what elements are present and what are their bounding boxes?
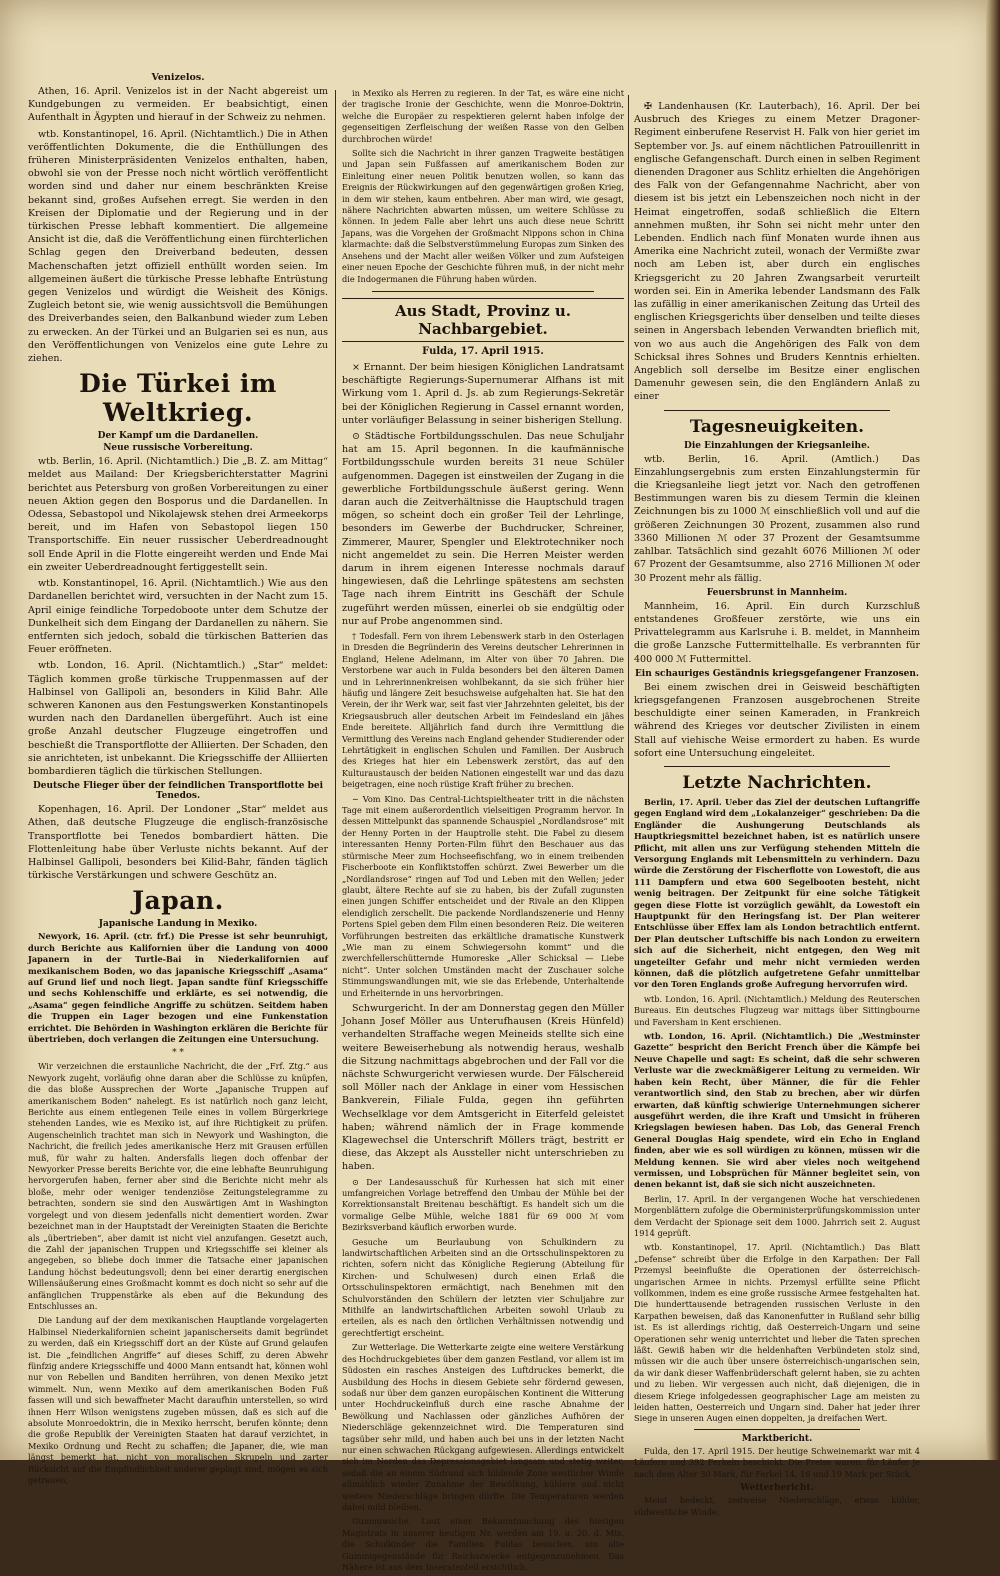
article-paragraph: × Ernannt. Der beim hiesigen Königlichen Landratsamt beschäftigte Regierungs-Supernumerar Alfhans ist mit Wirkung vom 1. April d. Js. ab zum Regierungs-Sekretär bei der Königlichen Regierung in Cassel ernannt worden, unter vorläufiger Belassung in seiner bisherigen Stellung.: [342, 361, 624, 426]
article-paragraph: Sollte sich die Nachricht in ihrer ganzen Tragweite bestätigen und Japan sein Fußfassen auf amerikanischem Boden zur Einleitung einer neuen Politik benutzen wollen, so kann das Ereignis der Rückwirkungen auf den gegenwärtigen großen Krieg, in dem wir stehen, kaum entbehren. Aber man wird, wie gesagt, nähere Nachrichten abwarten müssen, um weitere Schlüsse zu können. In jedem Falle aber lehrt uns auch diese neue Schritt Japans, was die Vorgehen der Großmacht Nippons schon in China klarmachte: daß die Selbstverstümmelung Europas zum Sinken des Ansehens und der Macht aller weißen Völker und zum Aufsteigen einer neuen Epoche der Geschichte führen muß, in der nicht mehr die Indogermanen die Führung haben würden.: [342, 148, 624, 284]
column-rule: [335, 90, 336, 1410]
article-paragraph: Meist bedeckt, zeitweise Niederschläge, etwas kühler, südwestliche Winde.: [634, 1495, 920, 1517]
kicker-venizelos: Venizelos.: [151, 72, 205, 83]
article-paragraph: Gesuche um Beurlaubung von Schulkindern zu landwirtschaftlichen Arbeiten sind an die Ortsschulinspektoren zu richten, sofern nicht das Königliche Regierung (Abteilung für Kirchen- und Schulwesen) durch einen Erlaß die Ortsschulinspektoren ermächtigt, nach Benehmen mit den Schulvorständen den Schülern der letzten vier Schuljahre zur Mithilfe an landwirtschaftlichen Arbeiten sowohl Urlaub zu erteilen, als es nach den örtlichen Verhältnissen notwendig und gerechtfertigt erscheint.: [342, 1236, 624, 1338]
article-paragraph: Berlin, 17. April. Ueber das Ziel der deutschen Luftangriffe gegen England wird dem „Lokalanzeiger“ geschrieben: Da die Engländer die Aushungerung Deutschlands als Hauptkriegsmittel bezeichnet haben, ist es natürlich unsere Pflicht, mit allen uns zur Verfügung stehenden Mitteln die Versorgung Englands mit Lebensmitteln zu verhindern. Dazu würde die Zerstörung der Fischerflotte von Lowestoft, die aus 111 Dampfern und etwa 600 Segelbooten besteht, nicht wenig beitragen. Der Zeitpunkt für eine solche Tätigkeit gegen diese Flotte ist vorzüglich gewählt, da Lowestoft ein Hauptpunkt für den Heringsfang ist. Der Plan weiterer Entschlüsse über Effex lam als London betrachtlich entfernt. Der Plan deutscher Luftschiffe bis nach London zu erweitern sich auf die Sicherheit, nicht entgegen, den Weg mit ungeteilter Gefahr und mehr nicht vermieden werden können, daß die plötzlich aufgetretene Gefahr unmittelbar vor den Toren Englands große Aufregung hervorrufen wird.: [634, 796, 920, 990]
article-paragraph: wtb. London, 16. April. (Nichtamtlich.) Die „Westminster Gazette“ bespricht den Bericht French über die Kämpfe bei Neuve Chapelle und sagt: Es scheint, daß die sehr schweren Verluste war die zweckmäßigerer Leitung zu vermeiden. Wir haben kein Recht, über Männer, die für die Fehler verantwortlich sind, den Stab zu brechen, aber wir dürfen erwarten, daß künftig schwierige Unternehmungen sicherer ausgeführt werden, die ihre Kraft und Umsicht in früheren Kriegslagen bewiesen haben. Das Lob, das General French General Douglas Haig spendete, wird ein Echo in England finden, aber wie es soll würdigen zu können, müssen wir die Meldung kennen. Sie wird aber vieles noch weitgehend vermissen, und Lobsprüchen für Männer begleitet sein, von denen bekannt ist, daß sie sich nicht auszeichneten.: [634, 1031, 920, 1190]
subheadline: Japanische Landung in Mexiko.: [98, 919, 258, 930]
subheadline: Die Einzahlungen der Kriegsanleihe.: [684, 440, 870, 451]
article-paragraph: Zur Wetterlage. Die Wetterkarte zeigte eine weitere Verstärkung des Hochdruckgebietes über dem ganzen Festland, vor allem ist im Südosten ein rasches Ansteigen des Luftdruckes bemerkt, die Ausbildung des Hochs in diesem Gebiete sehr fördernd gewesen, sodaß nur über dem ganzen europäischen Kontinent die Witterung unter Hochdruckeinfluß durch eine rasche Abnahme der Bewölkung und Nachlassen oder gänzliches Aufhören der Niederschläge gekennzeichnet wird. Die Temperaturen sind tagsüber sehr mild, und haben auch bei uns in der letzten Nacht nur einen schwachen Rückgang aufgewiesen. Allerdings entwickelt sich im Norden das Depressionsgebiet langsam und stetig weiter, sodaß die an einem Südrand sich bildende Zone westlicher Winde allmählich wieder Zunahme der Bewölkung, kühlere und nicht weitere Niederschläge bringen dürfte. Die Temperaturen werden dabei mild bleiben.: [342, 1342, 624, 1512]
article-paragraph: ✠ Landenhausen (Kr. Lauterbach), 16. April. Der bei Ausbruch des Krieges zu einem Metzer Dragoner-Regiment einberufene Reservist H. Falk von hier geriet im September vor. Js. auf einem nächtlichen Patrouillenritt in englische Gefangenschaft. Durch einen in selben Regiment dienenden Dragoner aus Schlitz erhielten die Angehörigen des Falk von der Gefangennahme Nachricht, aber von diesem ist bis jetzt ein Lebenszeichen noch nicht in der Heimat eingetroffen, sodaß schließlich die Eltern annehmen mußten, ihr Sohn sei nicht mehr unter den Lebenden. Endlich nach fünf Monaten wurde ihnen aus Amerika eine Nachricht zuteil, wonach der Vermißte zwar noch am Leben ist, aber durch ein englisches Kriegsgericht zu 20 Jahren Zwangsarbeit verurteilt worden sei. Ein in Amerika lebender Landsmann des Falk las zufällig in einer amerikanischen Zeitung das Urteil des englischen Kriegsgerichts über denselben und teilte dieses seinen in Angersbach lebenden Verwandten brieflich mit, von wo aus auch die Angehörigen des Falk von dem Schicksal ihres Sohnes und Bruders Kenntnis erhielten. Angeblich soll derselbe im Besitze einer englischen Damenuhr gewesen sein, die den Engländern Anlaß zu einer: [634, 101, 920, 403]
headline-tuerkei: Die Türkei im Weltkrieg.: [79, 369, 277, 428]
divider: [664, 410, 890, 411]
article-paragraph: ⊙ Der Landesausschuß für Kurhessen hat sich mit einer umfangreichen Vorlage betreffend den Umbau der Mühle bei der Korrektionsanstalt Breitenau beschäftigt. Es handelt sich um die vormalige Gelbe Mühle, welche 1881 für 69 000 ℳ vom Bezirksverband käuflich erworben wurde.: [342, 1176, 624, 1233]
divider: [694, 1429, 860, 1430]
article-paragraph: wtb. London, 16. April. (Nichtamtlich.) Meldung des Reuterschen Bureaus. Ein deutsches Flugzeug war mittags über Sittingbourne und Faversham in Kent erschienen.: [634, 993, 920, 1027]
article-paragraph: Newyork, 16. April. (ctr. frf.) Die Presse ist sehr beunruhigt, durch Berichte aus Kalifornien über die Landung von 4000 Japanern in der Turtle-Bai in Niederkalifornien auf mexikanischem Boden, wo das japanische Kriegsschiff „Asama“ auf Grund lief und noch liegt. Japan sandte fünf Kriegsschiffe und sechs Kohlenschiffe und erklärte, es sei notwendig, die „Asama“ gegen feindliche Angriffe zu schützen. Seitdem haben die Truppen ein Lager bezogen und eine Funkenstation errichtet. Die Behörden in Washington erklären die Berichte für übertrieben, doch verlangen die Zeitungen eine Untersuchung.: [28, 931, 328, 1045]
divider: [664, 766, 890, 767]
divider: [372, 291, 594, 292]
headline-letzte-nachrichten: Letzte Nachrichten.: [682, 772, 872, 793]
article-paragraph: † Todesfall. Fern von ihrem Lebenswerk starb in den Osterlagen in Dresden die Begründerin des Vereins deutscher Lehrerinnen in England, Helene Adelmann, im Alter von über 70 Jahren. Die Verstorbene war auch in Fulda besonders bei den älteren Damen und in Lehrerinnenkreisen wohlbekannt, da sie sich früher hier häufig und längere Zeit besuchsweise aufgehalten hat. Sie hat den Verein, der ihr Werk war, seit fast vier Jahrzehnten geleitet, bis der Kriegsausbruch aller deutschen Arbeit im Feindesland ein jähes Ende bereitete. Alljährlich fand durch ihre Vermittlung die Vermittlung des Vereins nach England gehender Studierender oder Lehrtätigkeit in englischen Schulen und Familien. Der Ausbruch des Krieges hat hier ein Lebenswerk zerstört, das auf den Kulturaustausch der beiden Nationen eingestellt war und das dazu beigetragen, eine noch rüstige Kraft früher zu brechen.: [342, 630, 624, 790]
separator-stars: * *: [172, 1048, 184, 1059]
column-1: [28, 70, 328, 1489]
subheadline: Ein schauriges Geständnis kriegsgefangener Franzosen.: [634, 668, 920, 679]
article-paragraph: wtb. Berlin, 16. April. (Nichtamtlich.) Die „B. Z. am Mittag“ meldet aus Mailand: Der Kriegsberichterstatter Magrini berichtet aus Petersburg von großen Vorbereitungen zu einer neuen Aktion gegen den Bosporus und die Dardanellen. In Odessa, Sebastopol und Nikolajewsk stehen drei Armeekorps bereit, und im Hafen von Sebastopol liegen 150 Transportschiffe. Ein neuer russischer Ueberdreadnought soll Ende April in die Flotte eingereiht werden und Ende Mai ein zweiter Ueberdreadnought fertiggestellt sein.: [28, 456, 328, 573]
article-paragraph: in Mexiko als Herren zu regieren. In der Tat, es wäre eine nicht der tragische Ironie der Geschichte, wenn die Monroe-Doktrin, welche die Europäer zu respektieren gelernt haben infolge der gegenseitigen Zerfleischung der weißen Rasse von den Gelben durchbrochen würde!: [342, 88, 624, 144]
article-paragraph: Kopenhagen, 16. April. Der Londoner „Star“ meldet aus Athen, daß deutsche Flugzeuge die englisch-französische Transportflotte bei Tenedos bombardiert hätten. Die Flottenleitung habe über Verluste nichts bekannt. Auf der Halbinsel Gallipoli, besonders bei Kilid-Bahr, fänden täglich türkische Verstärkungen und schwere Geschütz an.: [28, 804, 328, 882]
subheadline-wetterbericht: Wetterbericht.: [740, 1483, 814, 1494]
dateline: Fulda, 17. April 1915.: [422, 345, 544, 357]
article-paragraph: Gummiwoche. Laut einer Bekanntmachung des hiesigen Magistrats in unserer heutigen Nr. werden am 19. u. 20. d. Mts. die Schulkinder die Familien Fuldas besuchen, um alte Gummigegenstände für Reichszwecke entgegenzunehmen. Das Nähere ist aus dem Inseratenteil ersichtlich.: [342, 1516, 624, 1573]
column-rule: [628, 95, 629, 1410]
subheadline: Neue russische Vorbereitung.: [103, 443, 253, 454]
article-paragraph: ∼ Vom Kino. Das Central-Lichtspieltheater tritt in die nächsten Tage mit einem außerordentlich vielseitigen Programm hervor. In dessen Mittelpunkt das spannende Schauspiel „Nordlandsrose“ mit der Henny Porten in der Hauptrolle steht. Die Fabel zu diesem interessanten Henny Porten-Film führt den Beschauer aus das stürmische Meer zum Hochseefischfang, wo in einem treibenden Fischerboote ein Konfliktstoffen schürzt. Zwei Bewerber um die „Nordlandsrose“ ringen auf Tod und Leben mit den Wellen; jeder glaubt, ältere Rechte auf sie zu haben, bis der Zufall zugunsten einen jungen Schiffer entscheidet und der Rivale an den Klippen elendiglich zerschellt. Die packende Nordlandszenerie und Henny Portens Spiel geben dem Film einen besonderen Reiz. Die weiteren Vorführungen bestreiten das erkältliche dramatische Kunstwerk „Wie man zu einem Schwiegersohn kommt“ und die zwerchfellerschütternde Humoreske „Aller Schicksal — Liebe nicht“. Unter solchen Umständen macht der Zuschauer solche Stimmungswandlungen mit, wie sie das Erlebende, Unterhaltende und Erheiternde in uns hervorbringen.: [342, 793, 624, 998]
subheadline: Der Kampf um die Dardanellen.: [97, 431, 259, 442]
article-paragraph: Schwurgericht. In der am Donnerstag gegen den Müller Johann Josef Möller aus Unterufhausen (Kreis Hünfeld) verhandelten Straffache wegen Meineids stellte sich eine weitere Beweiserhebung als notwendig heraus, weshalb die Sitzung nachmittags abgebrochen und der Fall vor die nächste Schwurgericht verwiesen wurde. Der Fälschereid soll Möller nach der Anklage in einer vom Hessischen Bankverein, Filiale Fulda, gegen ihn geführten Wechselklage vor dem Amtsgericht in Eiterfeld geleistet haben; während nämlich der in Frage kommende Klagewechsel die Unterschrift Möllers trägt, bestritt er diese, das Akzept als Aussteller nicht unterschrieben zu haben.: [342, 1002, 624, 1173]
column-3: [634, 100, 920, 1521]
article-paragraph: Fulda, den 17. April 1915. Der heutige Schweinemarkt war mit 4 Läufern und 392 Ferkeln beschickt. Die Preise waren: für Läufer je nach dem Alter 30 Mark, für Ferkel 14, 16 und 19 Mark per Stück.: [634, 1445, 920, 1479]
article-paragraph: Die Landung auf der dem mexikanischen Hauptlande vorgelagerten Halbinsel Niederkalifornien scheint japanischerseits damit begründet zu werden, daß ein Kriegsschiff dort an der Küste auf Grund gelaufen ist. Die „feindlichen Angriffe“ auf dieses Schiff, zu deren Abwehr fünfzig andere Kriegsschiffe und 4000 Mann entsandt hat, können wohl nur von Rebellen und Banditen herrühren, von denen Mexiko jetzt wimmelt. Nun, wenn Mexiko auf dem amerikanischen Boden Fuß fassen will und sich bewaffneter Macht daraufhin unterstellen, so wird ihnen Herr Wilson wenigstens zugeben müssen, daß es sich auf die absolute Monroedoktrin, die in Mexiko herrscht, berufen könnte; denn die große Republik der Vereinigten Staaten hat darauf verzichtet, in Mexiko Ordnung und Recht zu schaffen; die Japaner, die, wie man längst bemerkt hat, nicht von moralischen Skrupeln und zarter Rücksicht auf die Empfindlichkeit anderer geplagt sind, mögen es sich getrauen,: [28, 1315, 328, 1486]
headline-japan: Japan.: [132, 886, 224, 916]
article-paragraph: ⊙ Städtische Fortbildungsschulen. Das neue Schuljahr hat am 15. April begonnen. In die kaufmännische Fortbildungsschule wurden bereits 31 neue Schüler aufgenommen. Dagegen ist einstweilen der Zugang in die gewerbliche Fortbildungsschule äußerst gering. Wenn daran auch die Zeitverhältnisse die Hauptschuld tragen mögen, so scheint doch ein großer Teil der Lehrlinge, besonders im Gewerbe der Buchdrucker, Schreiner, Zimmerer, Maurer, Spengler und Elektrotechniker noch nicht angemeldet zu sein. Die Herren Meister werden darum in ihrem eigenen Interesse nochmals darauf hingewiesen, daß die Lehrlinge spätestens am sechsten Tage nach ihrem Eintritt ins Geschäft der Schule zugeführt werden müssen, einerlei ob sie endgültig oder nur auf Probe angenommen sind.: [342, 430, 624, 627]
section-header-stadt: Aus Stadt, Provinz u. Nachbargebiet.: [342, 298, 624, 342]
article-paragraph: Berlin, 17. April. In der vergangenen Woche hat verschiedenen Morgenblättern zufolge die Oberministerprüfungskommission unter dem Verdacht der Spionage seit dem 1000. Jahrrich seit 2. August 1914 geprüft.: [634, 1193, 920, 1238]
article-paragraph: Bei einem zwischen drei in Geisweid beschäftigten kriegsgefangenen Franzosen ausgebrochenen Streite beschuldigte einer seinen Kameraden, in Frankreich während des Krieges vor deutscher Zivilisten in einem Stall auf viehische Weise ermordert zu haben. Es wurde sofort eine Untersuchung eingeleitet.: [634, 681, 920, 759]
article-paragraph: wtb. Berlin, 16. April. (Amtlich.) Das Einzahlungsergebnis zum ersten Einzahlungstermin für die Kriegsanleihe liegt jetzt vor. Nach den getroffenen Bestimmungen waren bis zu diesem Termin die kleinen Zeichnungen bis zu 1000 ℳ einschließlich voll und auf die größeren Zeichnungen 30 Prozent, zusammen also rund 3360 Millionen ℳ oder 37 Prozent der Gesamtsumme zahlbar. Tatsächlich sind gezahlt 6076 Millionen ℳ oder 67 Prozent der Gesamtsumme, also 2716 Millionen ℳ oder 30 Prozent mehr als fällig.: [634, 453, 920, 584]
article-paragraph: Athen, 16. April. Venizelos ist in der Nacht abgereist um Kundgebungen zu vermeiden. Er beabsichtigt, einen Aufenthalt in Ägypten und hierauf in der Schweiz zu nehmen.: [28, 86, 328, 124]
article-paragraph: wtb. London, 16. April. (Nichtamtlich.) „Star“ meldet: Täglich kommen große türkische Truppenmassen auf der Halbinsel von Gallipoli an, besonders in Kilid Bahr. Alle schweren Kanonen aus den Festungswerken Konstantinopels wurden nach den Dardanellen übergeführt. Auch ist eine große Anzahl deutscher Flugzeuge eingetroffen und beschießt die Transportflotte der Alliierten. Der Schaden, den sie anrichteten, ist unbekannt. Die Kriegsschiffe der Alliierten bombardieren täglich die türkischen Stellungen.: [28, 660, 328, 777]
column-2: [342, 88, 624, 1576]
subheadline-marktbericht: Marktbericht.: [741, 1433, 813, 1444]
article-paragraph: wtb. Konstantinopel, 16. April. (Nichtamtlich.) Wie aus den Dardanellen berichtet wird, versuchten in der Nacht zum 15. April einige feindliche Torpedoboote unter dem Schutze der Dunkelheit sich dem Eingang der Dardanellen zu nähern. Sie entfernten sich jedoch, sobald die türkischen Batterien das Feuer eröffneten.: [28, 578, 328, 656]
article-paragraph: wtb. Konstantinopel, 17. April. (Nichtamtlich.) Das Blatt „Defense“ schreibt über die Erfolge in den Karpathen: Der Fall Przemysl beeinflußte die Operationen der österreichisch-ungarischen Armee in nichts. Przemysl erfüllte seine Pflicht vollkommen, indem es eine große russische Armee festgehalten hat. Die hunderttausende betragenden russischen Verluste in den Karpathen beweisen, daß das Kanonenfutter in Rußland sehr billig ist. Es ist allerdings richtig, daß Oesterreich-Ungarn und seine Operationen sehr wenig unterrichtet und lieber die Taten sprechen läßt. Gewiß haben wir die heldenhaften Verbündeten stolz sind, müssen wir die auch über unsere österreichisch-ungarischen sein, da wir dank dieser Waffenbrüderschaft gelernt haben, sie zu achten und zu lieben. Wir vergessen auch nicht, daß diejenigen, die in diesem Kriege infolgedessen geographischer Lage am meisten zu leiden hatten, Oesterreich und Ungarn sind. Daher hat jeder ihrer Siege in unseren Augen einen doppelten, ja dreifachen Wert.: [634, 1242, 920, 1424]
page-edge: [986, 0, 1000, 1460]
article-paragraph: Wir verzeichnen die erstaunliche Nachricht, die der „Frf. Ztg.“ aus Newyork zugeht, vorläufig ohne daran aber die Schlüsse zu knüpfen, die das bloße Aussprechen der Worte „Japanische Truppen auf amerikanischem Boden“ nahelegt. Es ist natürlich noch ganz leicht, Berichte aus einem entlegenen Teile eines in vollem Bürgerkriege stehenden Landes, wie es Mexiko ist, auf ihre Richtigkeit zu prüfen. Augenscheinlich trachtet man sich in Newyork und Washington, die Nachricht, die freilich jedes amerikanische Herz mit Grausen erfüllen muß, für wahr zu halten. Andersfalls liegen doch offenbar der Newyorker Presse bereits Berichte vor, die eine lebhafte Beunruhigung hervorgerufen haben, ferner aber sind die Berichte nicht mehr als bloße, mehr oder weniger tendenziöse Zeitungstelegramme zu betrachten, sondern sie sind den Auswärtigen Amt in Washington vorgelegt und von diesem jedenfalls nicht dementiert worden. Zwar bezeichnet man in der Hauptstadt der Vereinigten Staaten die Berichte als „übertrieben“, aber damit ist nicht viel anzufangen. Gesetzt auch, die Zahl der japanischen Truppen und Kriegsschiffe sei kleiner als angegeben, so bliebe doch immer die Tatsache einer japanischen Landung höchst bedeutungsvoll; denn bei einer derartig energischen Willensäußerung eines Großmacht kommt es doch nicht so sehr auf die anfänglichen Truppenstärke als eben auf die Bekundung des Entschlusses an.: [28, 1061, 328, 1311]
subheadline: Feuersbrunst in Mannheim.: [706, 587, 848, 598]
subheadline: Deutsche Flieger über der feindlichen Transportflotte bei Tenedos.: [32, 781, 324, 802]
headline-tagesneuigkeiten: Tagesneuigkeiten.: [689, 416, 865, 437]
article-paragraph: Mannheim, 16. April. Ein durch Kurzschluß entstandenes Großfeuer zerstörte, wie uns ein Privattelegramm aus Karlsruhe i. B. meldet, in Mannheim die große Lanzsche Futtermittelhalle. Es verbrannten für 400 000 ℳ Futtermittel.: [634, 600, 920, 665]
article-paragraph: wtb. Konstantinopel, 16. April. (Nichtamtlich.) Die in Athen veröffentlichten Dokumente, die die Enthüllungen des früheren Ministerpräsidenten Venizelos enthalten, haben, obwohl sie von der Presse noch nicht wörtlich veröffentlicht worden sind und daher nur einem beschränkten Kreise bekannt sind, großes Aufsehen erregt. Sie werden in den Kreisen der Diplomatie und der Regierung und in der türkischen Presse lebhaft kommentiert. Die allgemeine Ansicht ist die, daß die Veröffentlichung einen fürchterlichen Schlag gegen den Dreiverband bedeuten, dessen Machenschaften jetzt offiziell enthüllt worden seien. Im allgemeinen äußert die türkische Presse lebhafte Entrüstung gegen Venizelos und würdigt die Weisheit des Königs. Zugleich betont sie, wie wenig aussichtsvoll die Bemühungen des Dreiverbandes seien, den Balkanbund wieder zum Leben zu erwecken. An der Türkei und an Bulgarien sei es nun, aus den Veröffentlichungen von Venizelos eine gute Lehre zu ziehen.: [28, 128, 328, 365]
